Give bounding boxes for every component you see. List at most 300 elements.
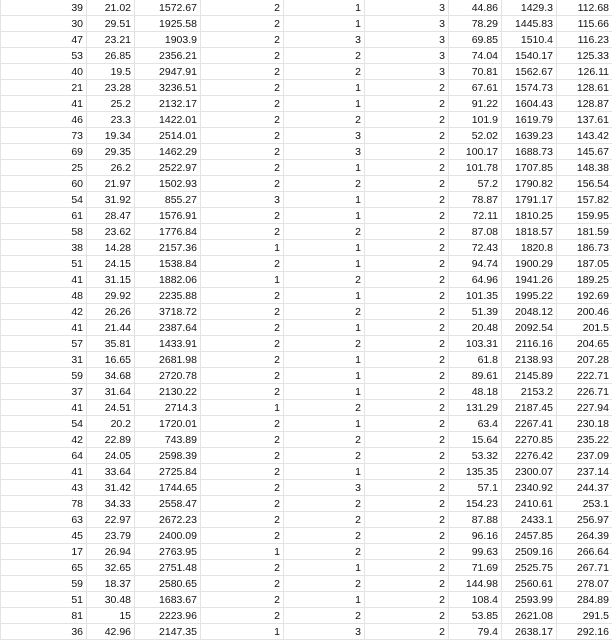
table-cell[interactable]: 57.2 (449, 176, 502, 192)
table-cell[interactable]: 144.98 (449, 576, 502, 592)
table-cell[interactable]: 2 (365, 448, 449, 464)
table-cell[interactable]: 101.78 (449, 160, 502, 176)
table-cell[interactable]: 43 (1, 480, 87, 496)
table-cell[interactable]: 100.17 (449, 144, 502, 160)
table-cell[interactable]: 1639.23 (502, 128, 557, 144)
table-cell[interactable]: 2558.47 (135, 496, 201, 512)
table-cell[interactable]: 61.8 (449, 352, 502, 368)
table-cell[interactable]: 1 (284, 464, 365, 480)
table-cell[interactable]: 186.73 (557, 240, 612, 256)
table-cell[interactable]: 69 (1, 144, 87, 160)
table-cell[interactable]: 42 (1, 304, 87, 320)
table-cell[interactable]: 284.89 (557, 592, 612, 608)
table-cell[interactable]: 2 (365, 496, 449, 512)
table-cell[interactable]: 2 (284, 336, 365, 352)
table-cell[interactable]: 2 (365, 176, 449, 192)
table-cell[interactable]: 115.66 (557, 16, 612, 32)
table-cell[interactable]: 135.35 (449, 464, 502, 480)
table-cell[interactable]: 2 (201, 112, 284, 128)
table-cell[interactable]: 145.67 (557, 144, 612, 160)
table-cell[interactable]: 59 (1, 368, 87, 384)
table-cell[interactable]: 1 (284, 592, 365, 608)
table-cell[interactable]: 2 (284, 64, 365, 80)
table-cell[interactable]: 3 (365, 64, 449, 80)
table-cell[interactable]: 20.2 (87, 416, 135, 432)
table-cell[interactable]: 2387.64 (135, 320, 201, 336)
table-cell[interactable]: 2 (365, 208, 449, 224)
table-cell[interactable]: 2514.01 (135, 128, 201, 144)
table-cell[interactable]: 2 (201, 416, 284, 432)
table-cell[interactable]: 103.31 (449, 336, 502, 352)
table-cell[interactable]: 128.87 (557, 96, 612, 112)
table-cell[interactable]: 16.65 (87, 352, 135, 368)
table-cell[interactable]: 1 (201, 544, 284, 560)
table-cell[interactable]: 1820.8 (502, 240, 557, 256)
table-cell[interactable]: 20.48 (449, 320, 502, 336)
table-cell[interactable]: 1790.82 (502, 176, 557, 192)
table-cell[interactable]: 237.14 (557, 464, 612, 480)
table-cell[interactable]: 37 (1, 384, 87, 400)
table-cell[interactable]: 19.34 (87, 128, 135, 144)
table-cell[interactable]: 34.33 (87, 496, 135, 512)
table-cell[interactable]: 2 (365, 192, 449, 208)
table-cell[interactable]: 89.61 (449, 368, 502, 384)
table-cell[interactable]: 53.85 (449, 608, 502, 624)
table-cell[interactable]: 2356.21 (135, 48, 201, 64)
table-cell[interactable]: 1422.01 (135, 112, 201, 128)
table-cell[interactable]: 2048.12 (502, 304, 557, 320)
table-cell[interactable]: 41 (1, 464, 87, 480)
table-cell[interactable]: 1 (284, 352, 365, 368)
table-cell[interactable]: 91.22 (449, 96, 502, 112)
table-cell[interactable]: 1 (284, 560, 365, 576)
table-cell[interactable]: 64 (1, 448, 87, 464)
table-cell[interactable]: 23.21 (87, 32, 135, 48)
table-cell[interactable]: 101.9 (449, 112, 502, 128)
table-cell[interactable]: 2 (201, 368, 284, 384)
table-cell[interactable]: 2714.3 (135, 400, 201, 416)
table-cell[interactable]: 2522.97 (135, 160, 201, 176)
table-cell[interactable]: 1 (201, 400, 284, 416)
table-cell[interactable]: 235.22 (557, 432, 612, 448)
table-cell[interactable]: 46 (1, 112, 87, 128)
table-cell[interactable]: 222.71 (557, 368, 612, 384)
table-cell[interactable]: 1683.67 (135, 592, 201, 608)
table-cell[interactable]: 36 (1, 624, 87, 640)
table-cell[interactable]: 14.28 (87, 240, 135, 256)
table-cell[interactable]: 1776.84 (135, 224, 201, 240)
table-cell[interactable]: 2 (201, 512, 284, 528)
table-cell[interactable]: 2 (284, 496, 365, 512)
table-cell[interactable]: 39 (1, 0, 87, 16)
table-cell[interactable]: 2 (201, 560, 284, 576)
table-cell[interactable]: 26.94 (87, 544, 135, 560)
table-cell[interactable]: 743.89 (135, 432, 201, 448)
table-cell[interactable]: 2457.85 (502, 528, 557, 544)
table-cell[interactable]: 94.74 (449, 256, 502, 272)
table-cell[interactable]: 2 (201, 432, 284, 448)
table-cell[interactable]: 63.4 (449, 416, 502, 432)
table-cell[interactable]: 3 (284, 128, 365, 144)
table-cell[interactable]: 31.92 (87, 192, 135, 208)
table-cell[interactable]: 51 (1, 256, 87, 272)
table-cell[interactable]: 2235.88 (135, 288, 201, 304)
table-cell[interactable]: 2 (201, 304, 284, 320)
table-cell[interactable]: 54 (1, 192, 87, 208)
table-cell[interactable]: 2400.09 (135, 528, 201, 544)
table-cell[interactable]: 2 (201, 224, 284, 240)
table-cell[interactable]: 2 (365, 160, 449, 176)
table-cell[interactable]: 2 (365, 224, 449, 240)
table-cell[interactable]: 26.85 (87, 48, 135, 64)
table-cell[interactable]: 2153.2 (502, 384, 557, 400)
table-cell[interactable]: 19.5 (87, 64, 135, 80)
table-cell[interactable]: 1 (284, 240, 365, 256)
table-cell[interactable]: 2145.89 (502, 368, 557, 384)
table-cell[interactable]: 2 (201, 80, 284, 96)
table-cell[interactable]: 22.97 (87, 512, 135, 528)
table-cell[interactable]: 3 (201, 192, 284, 208)
table-cell[interactable]: 2 (365, 96, 449, 112)
table-cell[interactable]: 2 (201, 320, 284, 336)
table-cell[interactable]: 2410.61 (502, 496, 557, 512)
table-cell[interactable]: 2 (365, 336, 449, 352)
table-cell[interactable]: 2223.96 (135, 608, 201, 624)
table-cell[interactable]: 291.5 (557, 608, 612, 624)
table-cell[interactable]: 1433.91 (135, 336, 201, 352)
table-cell[interactable]: 2 (284, 528, 365, 544)
table-cell[interactable]: 21 (1, 80, 87, 96)
table-cell[interactable]: 25 (1, 160, 87, 176)
table-cell[interactable]: 51 (1, 592, 87, 608)
table-cell[interactable]: 101.35 (449, 288, 502, 304)
table-cell[interactable]: 23.62 (87, 224, 135, 240)
table-cell[interactable]: 187.05 (557, 256, 612, 272)
table-cell[interactable]: 2147.35 (135, 624, 201, 640)
table-cell[interactable]: 1 (284, 16, 365, 32)
table-cell[interactable]: 2 (201, 448, 284, 464)
table-cell[interactable]: 42.96 (87, 624, 135, 640)
table-cell[interactable]: 21.02 (87, 0, 135, 16)
table-cell[interactable]: 2 (284, 224, 365, 240)
table-cell[interactable]: 227.94 (557, 400, 612, 416)
table-cell[interactable]: 29.51 (87, 16, 135, 32)
table-cell[interactable]: 3 (284, 480, 365, 496)
table-cell[interactable]: 2 (201, 96, 284, 112)
table-cell[interactable]: 1903.9 (135, 32, 201, 48)
table-cell[interactable]: 278.07 (557, 576, 612, 592)
table-cell[interactable]: 78.29 (449, 16, 502, 32)
table-cell[interactable]: 1445.83 (502, 16, 557, 32)
table-cell[interactable]: 2 (201, 384, 284, 400)
table-cell[interactable]: 41 (1, 400, 87, 416)
table-cell[interactable]: 41 (1, 320, 87, 336)
table-cell[interactable]: 33.64 (87, 464, 135, 480)
table-cell[interactable]: 1429.3 (502, 0, 557, 16)
table-cell[interactable]: 2 (284, 576, 365, 592)
table-cell[interactable]: 26.26 (87, 304, 135, 320)
table-cell[interactable]: 67.61 (449, 80, 502, 96)
table-cell[interactable]: 2 (201, 592, 284, 608)
table-cell[interactable]: 25.2 (87, 96, 135, 112)
table-cell[interactable]: 3 (365, 32, 449, 48)
table-cell[interactable]: 47 (1, 32, 87, 48)
table-cell[interactable]: 15 (87, 608, 135, 624)
table-cell[interactable]: 2 (365, 352, 449, 368)
table-cell[interactable]: 1 (284, 96, 365, 112)
table-cell[interactable]: 2598.39 (135, 448, 201, 464)
table-cell[interactable]: 2580.65 (135, 576, 201, 592)
table-cell[interactable]: 2681.98 (135, 352, 201, 368)
table-cell[interactable]: 2 (284, 112, 365, 128)
table-cell[interactable]: 72.43 (449, 240, 502, 256)
table-cell[interactable]: 87.88 (449, 512, 502, 528)
table-cell[interactable]: 23.3 (87, 112, 135, 128)
table-cell[interactable]: 3 (284, 624, 365, 640)
table-cell[interactable]: 1 (284, 384, 365, 400)
table-cell[interactable]: 2720.78 (135, 368, 201, 384)
table-cell[interactable]: 3236.51 (135, 80, 201, 96)
table-cell[interactable]: 1900.29 (502, 256, 557, 272)
table-cell[interactable]: 2 (284, 544, 365, 560)
table-cell[interactable]: 292.16 (557, 624, 612, 640)
table-cell[interactable]: 2 (365, 464, 449, 480)
table-cell[interactable]: 2 (201, 576, 284, 592)
table-cell[interactable]: 52.02 (449, 128, 502, 144)
table-cell[interactable]: 125.33 (557, 48, 612, 64)
table-cell[interactable]: 73 (1, 128, 87, 144)
table-cell[interactable]: 2433.1 (502, 512, 557, 528)
table-cell[interactable]: 1720.01 (135, 416, 201, 432)
table-cell[interactable]: 2 (284, 272, 365, 288)
table-cell[interactable]: 78 (1, 496, 87, 512)
table-cell[interactable]: 2 (365, 528, 449, 544)
table-cell[interactable]: 31.64 (87, 384, 135, 400)
table-cell[interactable]: 18.37 (87, 576, 135, 592)
table-cell[interactable]: 15.64 (449, 432, 502, 448)
table-cell[interactable]: 2 (365, 544, 449, 560)
table-cell[interactable]: 2 (201, 48, 284, 64)
table-cell[interactable]: 24.05 (87, 448, 135, 464)
table-cell[interactable]: 41 (1, 96, 87, 112)
table-cell[interactable]: 2621.08 (502, 608, 557, 624)
table-cell[interactable]: 2267.41 (502, 416, 557, 432)
table-cell[interactable]: 1 (284, 416, 365, 432)
table-cell[interactable]: 24.51 (87, 400, 135, 416)
table-cell[interactable]: 2 (365, 320, 449, 336)
table-cell[interactable]: 2270.85 (502, 432, 557, 448)
table-cell[interactable]: 131.29 (449, 400, 502, 416)
table-cell[interactable]: 237.09 (557, 448, 612, 464)
table-cell[interactable]: 2 (201, 288, 284, 304)
table-cell[interactable]: 63 (1, 512, 87, 528)
table-cell[interactable]: 3 (365, 0, 449, 16)
table-cell[interactable]: 189.25 (557, 272, 612, 288)
table-cell[interactable]: 148.38 (557, 160, 612, 176)
table-cell[interactable]: 2 (284, 400, 365, 416)
table-cell[interactable]: 2560.61 (502, 576, 557, 592)
table-cell[interactable]: 2 (365, 240, 449, 256)
table-cell[interactable]: 256.97 (557, 512, 612, 528)
table-cell[interactable]: 2 (201, 352, 284, 368)
table-cell[interactable]: 2 (201, 176, 284, 192)
table-cell[interactable]: 1 (284, 192, 365, 208)
table-cell[interactable]: 1882.06 (135, 272, 201, 288)
table-cell[interactable]: 29.35 (87, 144, 135, 160)
table-cell[interactable]: 2 (365, 416, 449, 432)
table-cell[interactable]: 2 (284, 176, 365, 192)
table-cell[interactable]: 2187.45 (502, 400, 557, 416)
table-cell[interactable]: 1688.73 (502, 144, 557, 160)
table-cell[interactable]: 53.32 (449, 448, 502, 464)
table-cell[interactable]: 30.48 (87, 592, 135, 608)
table-cell[interactable]: 1 (284, 208, 365, 224)
table-cell[interactable]: 1 (284, 0, 365, 16)
table-cell[interactable]: 48.18 (449, 384, 502, 400)
table-cell[interactable]: 38 (1, 240, 87, 256)
table-cell[interactable]: 2 (284, 512, 365, 528)
table-cell[interactable]: 2 (365, 128, 449, 144)
table-cell[interactable]: 2 (365, 576, 449, 592)
table-cell[interactable]: 58 (1, 224, 87, 240)
table-cell[interactable]: 1502.93 (135, 176, 201, 192)
table-cell[interactable]: 157.82 (557, 192, 612, 208)
table-cell[interactable]: 2 (201, 608, 284, 624)
table-cell[interactable]: 3 (365, 48, 449, 64)
table-cell[interactable]: 72.11 (449, 208, 502, 224)
table-cell[interactable]: 2 (365, 432, 449, 448)
table-cell[interactable]: 99.63 (449, 544, 502, 560)
table-cell[interactable]: 2 (365, 608, 449, 624)
table-cell[interactable]: 51.39 (449, 304, 502, 320)
table-cell[interactable]: 137.61 (557, 112, 612, 128)
table-cell[interactable]: 2 (365, 624, 449, 640)
table-cell[interactable]: 2 (201, 0, 284, 16)
table-cell[interactable]: 2 (365, 384, 449, 400)
table-cell[interactable]: 2751.48 (135, 560, 201, 576)
table-cell[interactable]: 2 (365, 512, 449, 528)
table-cell[interactable]: 1619.79 (502, 112, 557, 128)
table-cell[interactable]: 29.92 (87, 288, 135, 304)
table-cell[interactable]: 54 (1, 416, 87, 432)
table-cell[interactable]: 1574.73 (502, 80, 557, 96)
table-cell[interactable]: 1818.57 (502, 224, 557, 240)
table-cell[interactable]: 2092.54 (502, 320, 557, 336)
table-cell[interactable]: 2132.17 (135, 96, 201, 112)
table-cell[interactable]: 126.11 (557, 64, 612, 80)
table-cell[interactable]: 2 (365, 368, 449, 384)
table-cell[interactable]: 65 (1, 560, 87, 576)
table-cell[interactable]: 2 (365, 288, 449, 304)
table-cell[interactable]: 1 (284, 368, 365, 384)
table-cell[interactable]: 192.69 (557, 288, 612, 304)
table-cell[interactable]: 87.08 (449, 224, 502, 240)
table-cell[interactable]: 31.42 (87, 480, 135, 496)
table-cell[interactable]: 40 (1, 64, 87, 80)
table-cell[interactable]: 1576.91 (135, 208, 201, 224)
table-cell[interactable]: 1572.67 (135, 0, 201, 16)
table-cell[interactable]: 1810.25 (502, 208, 557, 224)
table-cell[interactable]: 1925.58 (135, 16, 201, 32)
table-cell[interactable]: 21.97 (87, 176, 135, 192)
table-cell[interactable]: 28.47 (87, 208, 135, 224)
table-cell[interactable]: 2340.92 (502, 480, 557, 496)
table-cell[interactable]: 2 (201, 128, 284, 144)
table-cell[interactable]: 2138.93 (502, 352, 557, 368)
table-cell[interactable]: 3 (365, 16, 449, 32)
table-cell[interactable]: 253.1 (557, 496, 612, 512)
table-cell[interactable]: 2 (201, 144, 284, 160)
table-cell[interactable]: 45 (1, 528, 87, 544)
table-cell[interactable]: 23.28 (87, 80, 135, 96)
table-cell[interactable]: 181.59 (557, 224, 612, 240)
table-cell[interactable]: 266.64 (557, 544, 612, 560)
table-cell[interactable]: 70.81 (449, 64, 502, 80)
table-cell[interactable]: 57 (1, 336, 87, 352)
table-cell[interactable]: 1 (284, 320, 365, 336)
table-cell[interactable]: 1538.84 (135, 256, 201, 272)
table-cell[interactable]: 1791.17 (502, 192, 557, 208)
table-cell[interactable]: 3718.72 (135, 304, 201, 320)
table-cell[interactable]: 116.23 (557, 32, 612, 48)
table-cell[interactable]: 2763.95 (135, 544, 201, 560)
table-cell[interactable]: 200.46 (557, 304, 612, 320)
table-cell[interactable]: 2 (201, 64, 284, 80)
table-cell[interactable]: 226.71 (557, 384, 612, 400)
table-cell[interactable]: 230.18 (557, 416, 612, 432)
table-cell[interactable]: 156.54 (557, 176, 612, 192)
table-cell[interactable]: 35.81 (87, 336, 135, 352)
table-cell[interactable]: 3 (284, 144, 365, 160)
table-cell[interactable]: 1 (284, 256, 365, 272)
table-cell[interactable]: 69.85 (449, 32, 502, 48)
table-cell[interactable]: 1562.67 (502, 64, 557, 80)
table-cell[interactable]: 267.71 (557, 560, 612, 576)
table-cell[interactable]: 108.4 (449, 592, 502, 608)
table-cell[interactable]: 112.68 (557, 0, 612, 16)
table-cell[interactable]: 1540.17 (502, 48, 557, 64)
table-cell[interactable]: 57.1 (449, 480, 502, 496)
table-cell[interactable]: 2 (201, 528, 284, 544)
table-cell[interactable]: 207.28 (557, 352, 612, 368)
table-cell[interactable]: 264.39 (557, 528, 612, 544)
table-cell[interactable]: 3 (284, 32, 365, 48)
table-cell[interactable]: 1941.26 (502, 272, 557, 288)
table-cell[interactable]: 2 (201, 32, 284, 48)
table-cell[interactable]: 74.04 (449, 48, 502, 64)
table-cell[interactable]: 41 (1, 272, 87, 288)
table-cell[interactable]: 32.65 (87, 560, 135, 576)
table-cell[interactable]: 2 (201, 464, 284, 480)
table-cell[interactable]: 2593.99 (502, 592, 557, 608)
table-cell[interactable]: 22.89 (87, 432, 135, 448)
table-cell[interactable]: 1995.22 (502, 288, 557, 304)
table-cell[interactable]: 2 (365, 592, 449, 608)
table-cell[interactable]: 61 (1, 208, 87, 224)
table-cell[interactable]: 48 (1, 288, 87, 304)
table-cell[interactable]: 64.96 (449, 272, 502, 288)
table-cell[interactable]: 1 (201, 624, 284, 640)
table-cell[interactable]: 2 (201, 208, 284, 224)
table-cell[interactable]: 59 (1, 576, 87, 592)
table-cell[interactable]: 2 (201, 256, 284, 272)
table-cell[interactable]: 159.95 (557, 208, 612, 224)
table-cell[interactable]: 17 (1, 544, 87, 560)
table-cell[interactable]: 244.37 (557, 480, 612, 496)
table-cell[interactable]: 2276.42 (502, 448, 557, 464)
table-cell[interactable]: 42 (1, 432, 87, 448)
table-cell[interactable]: 1604.43 (502, 96, 557, 112)
